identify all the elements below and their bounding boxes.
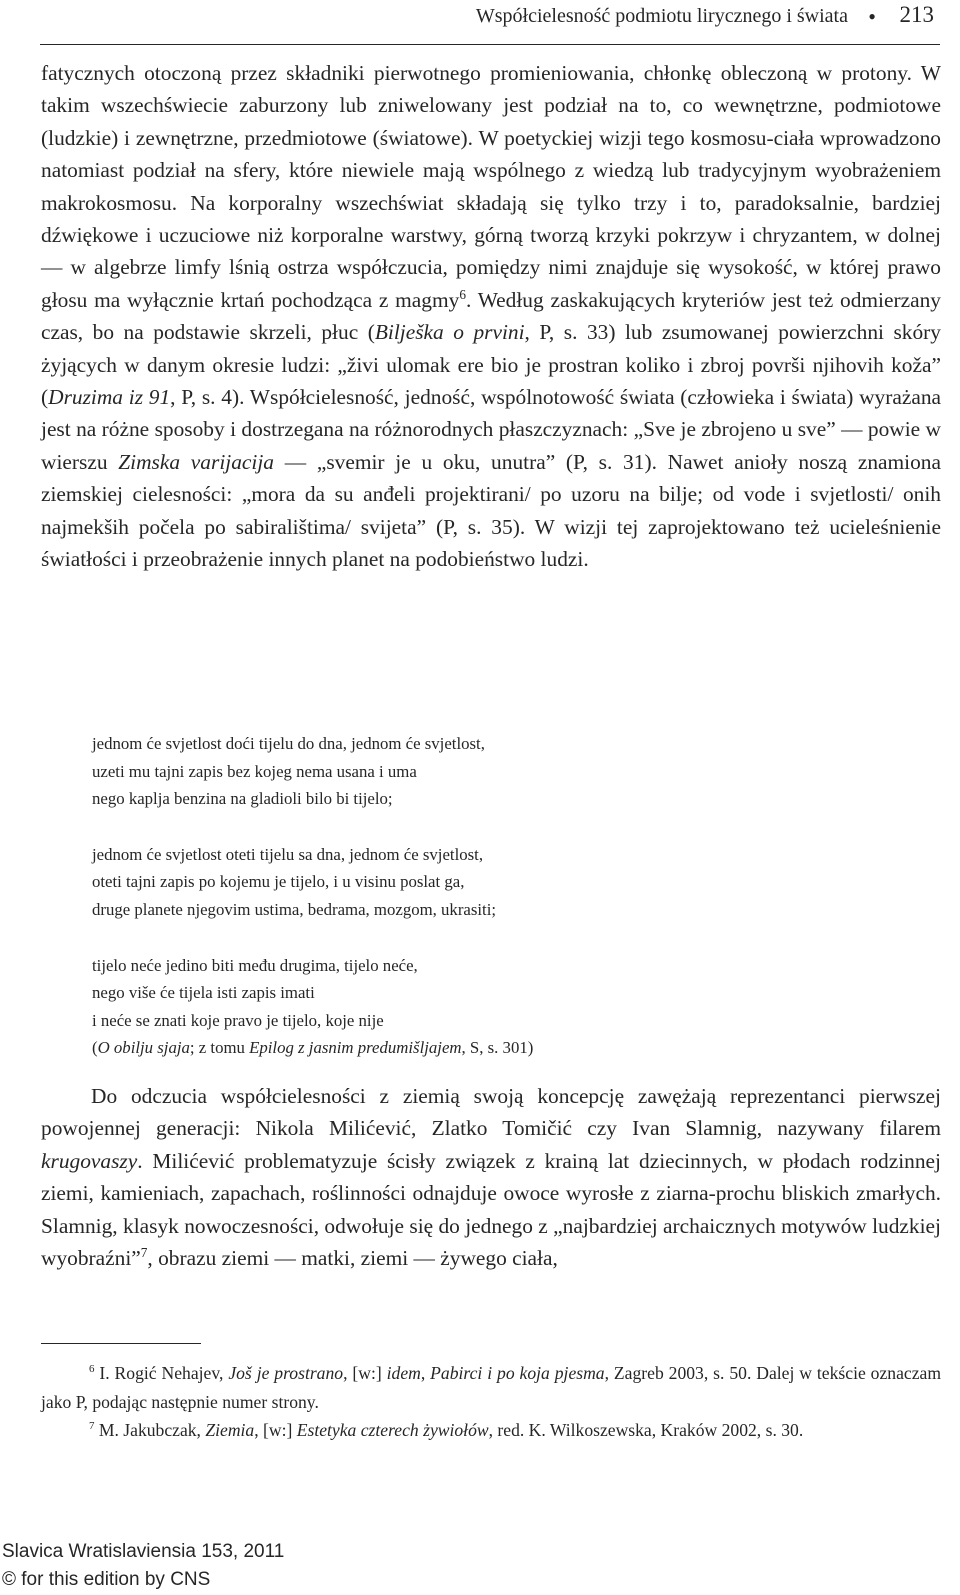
running-header — [40, 0, 940, 45]
cited-title: Druzima iz 91 — [48, 385, 171, 410]
poem-stanza-1 — [92, 730, 912, 813]
bullet-separator: • — [868, 4, 876, 29]
cited-title: Zimska varijacija — [118, 449, 274, 474]
text-run: ; z tomu — [189, 1038, 250, 1058]
poem-quotation — [92, 730, 912, 1062]
text-run: , P, s. 4). Współcielesność, jedność, wspólnotowość świata (człowieka i świata) wyrażana jest na różne sposoby i dostrzegana na różnorodnych płaszczyznach: „Sve je zbrojeno u sve” — powie w wierszu — [41, 385, 942, 474]
text-run: , — [420, 1363, 431, 1383]
footnote-divider — [41, 1343, 201, 1344]
body-paragraph-1 — [41, 57, 941, 576]
cited-title: Epilog z jasnim predumišljajem — [249, 1038, 462, 1058]
text-run: I. Rogić Nehajev, — [94, 1363, 229, 1383]
running-title: Współcielesność podmiotu lirycznego i świata — [475, 5, 848, 27]
cited-title: Estetyka czterech żywiołów — [296, 1420, 489, 1441]
page-footer — [2, 1538, 284, 1594]
poem-line: jednom će svjetlost doći tijelu do dna, jednom će svjetlost, — [92, 734, 485, 753]
text-run: , red. K. Wilkoszewska, Kraków 2002, s. 30. — [488, 1420, 804, 1441]
body-paragraph-2 — [41, 1080, 941, 1274]
cited-title: Bilješka o prvini — [374, 320, 525, 345]
poem-line: tijelo neće jedino biti među drugima, tijelo neće, — [92, 955, 418, 975]
footnote-ref-6: 6 — [459, 286, 466, 302]
cited-title: Pabirci i po koja pjesma — [430, 1363, 605, 1383]
page-number: 213 — [899, 2, 934, 27]
text-run: , Zagreb 2003, s. 50. Dalej w tekście oznaczam jako P, podając następnie numer strony. — [41, 1363, 942, 1412]
footnote-number: 7 — [89, 1420, 95, 1433]
footnotes — [41, 1359, 941, 1445]
footnote-number: 6 — [89, 1363, 95, 1376]
text-run: . Według zaskakujących kryteriów jest też odmierzany czas, bo na podstawie skrzeli, płuc ( — [41, 287, 941, 345]
poem-line: nego više će tijela isti zapis imati — [92, 983, 315, 1003]
text-run: , S, s. 301) — [461, 1038, 534, 1058]
text-run: M. Jakubczak, — [94, 1420, 206, 1441]
text-run: ( — [92, 1038, 98, 1058]
poem-line: jednom će svjetlost oteti tijelu sa dna, jednom će svjetlost, — [92, 844, 484, 864]
poem-line: i neće se znati koje pravo je tijelo, koje nije — [92, 1010, 384, 1030]
cited-title: Ziemia — [205, 1420, 255, 1441]
text-run: fatycznych otoczoną przez składniki pierwotnego promieniowania, chłonkę obleczoną w protony. W takim wszechświecie zaburzony lub zniwelowany jest podział na to, co wewnętrzne, podmiotowe (ludzkie) i zewnętrzne, przedmiotowe (światowe). W poetyckiej wizji tego kosmosu-ciała wprowadzono natomiast podział na sfery, które niewiele mają wspólnego z wiedzą lub tradycyjnym wyobrażeniem makrokosmosu. Na korporalny wszechświat składają się tylko trzy i to, paradoksalnie, bardziej dźwiękowe i uczuciowe niż korporalne warstwy, górną tworzą krzyki pokrzyw i chryzantem, w dolnej — w algebrze limfy lśnią ostrza współczucia, pomiędzy nimi znajduje się wysokość, w której prawo głosu ma wyłącznie krtań pochodząca z magmy — [41, 61, 941, 312]
footnote-ref-7: 7 — [140, 1244, 148, 1260]
poem-stanza-3 — [92, 952, 912, 1062]
emphasized-term: krugovaszy — [41, 1148, 138, 1173]
cited-title: O obilju sjaja — [97, 1038, 190, 1058]
cited-title: Još je prostrano — [228, 1363, 344, 1383]
poem-line: uzeti mu tajni zapis bez kojeg nema usana i uma — [92, 761, 417, 781]
text-run: Do odczucia współcielesności z ziemią swoją koncepcję zawężają reprezentanci pierwszej powojennej generacji: Nikola Milićević, Zlatko Tomičić czy Ivan Slamnig, nazywany filarem — [41, 1084, 941, 1141]
text-run: , obrazu ziemi — matki, ziemi — żywego ciała, — [147, 1246, 558, 1271]
journal-citation: Slavica Wratislaviensia 153, 2011 — [2, 1541, 285, 1562]
text-run: . Milićević problematyzuje ścisły związek z krainą lat dziecinnych, w płodach rodzinnej ziemi, kamieniach, zapachach, roślinności odnajduje owoce wyrosłe z ziarna-prochu bliskich zmarłych. Slamnig, klasyk nowoczesności, odwołuje się do jednego z „najbardziej archaicznych motywów ludzkiej wyobraźni” — [41, 1148, 941, 1271]
footnote-7 — [41, 1416, 941, 1445]
text-run: , P, s. 33) lub zsumowanej powierzchni skóry żyjących w danym okresie ludzi: „živi ulomak ere bio je prostran koliko i zbroj površi njihovih koža” ( — [41, 320, 942, 410]
poem-stanza-2 — [92, 841, 912, 924]
poem-line: oteti tajni zapis po kojemu je tijelo, i u visinu poslat ga, — [92, 872, 465, 892]
cited-title: idem — [386, 1363, 421, 1383]
poem-line: nego kaplja benzina na gladioli bilo bi tijelo; — [92, 789, 393, 809]
footnote-6 — [41, 1359, 941, 1416]
text-run: — „svemir je u oku, unutra” (P, s. 31). Nawet anioły noszą znamiona ziemskiej cielesności: „mora da su anđeli projektirani/ po uzoru na bilje; od vode i svjetlosti/ onih najmekših počela po sabiralištima/ svijeta” (P, s. 35). W wizji tej zaprojektowano też ucieleśnienie światłości i przeobrażenie innych planet na podobieństwo ludzi. — [41, 449, 941, 572]
poem-line: druge planete njegovim ustima, bedrama, mozgom, ukrasiti; — [92, 899, 497, 919]
text-run: , [w:] — [343, 1363, 387, 1383]
copyright-notice: © for this edition by CNS — [2, 1569, 211, 1590]
poem-source — [92, 1034, 912, 1062]
text-run: , [w:] — [254, 1420, 297, 1441]
